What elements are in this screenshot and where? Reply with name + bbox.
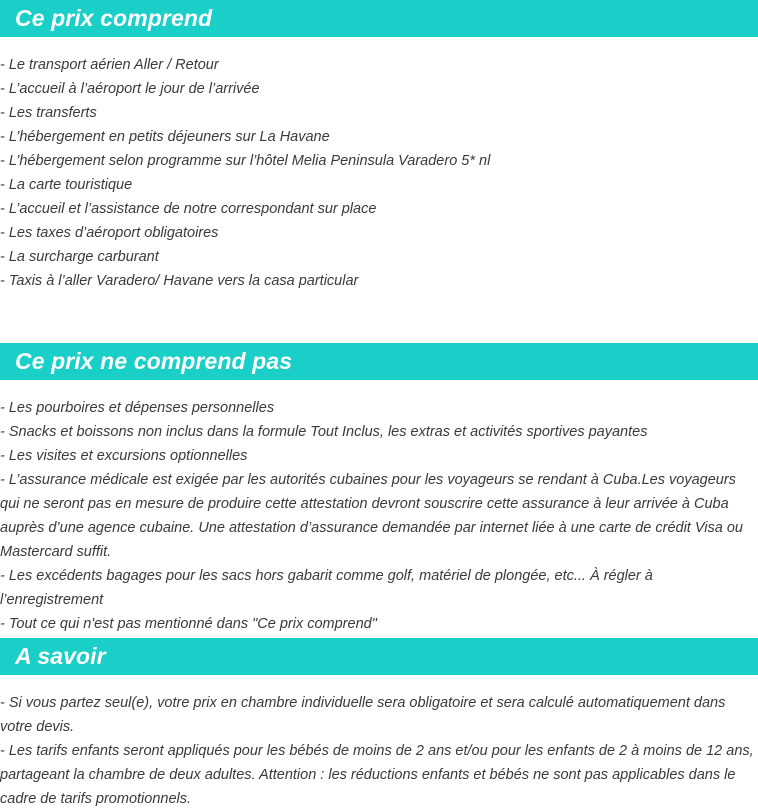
list-item: - Taxis à l’aller Varadero/ Havane vers la casa particular (0, 273, 359, 289)
section-title: Ce prix ne comprend pas (15, 348, 293, 374)
list-item: - Les visites et excursions optionnelles (0, 448, 248, 464)
list-item: - Les excédents bagages pour les sacs hors gabarit comme golf, matériel de plongée, etc... À régler à l’enregistrement (0, 568, 653, 608)
list-item: - L’hébergement selon programme sur l’hôtel Melia Peninsula Varadero 5* nl (0, 153, 491, 169)
section-good-to-know (0, 638, 758, 811)
list-item: - Snacks et boissons non inclus dans la formule Tout Inclus, les extras et activités sportives payantes (0, 424, 648, 440)
list-item: - Les taxes d’aéroport obligatoires (0, 225, 219, 241)
section-title: A savoir (15, 643, 106, 669)
section-banner (0, 638, 758, 675)
list-item: - Si vous partez seul(e), votre prix en chambre individuelle sera obligatoire et sera calculé automatiquement dans votre devis. (0, 695, 726, 735)
list-item: - La carte touristique (0, 177, 133, 193)
list-item: - Les pourboires et dépenses personnelles (0, 400, 275, 416)
section-banner (0, 343, 758, 380)
list-item: - L’hébergement en petits déjeuners sur La Havane (0, 129, 330, 145)
excludes-list (0, 396, 758, 636)
list-item: - L’accueil à l’aéroport le jour de l’arrivée (0, 81, 260, 97)
list-item: - La surcharge carburant (0, 249, 159, 265)
list-item: - Le transport aérien Aller / Retour (0, 57, 219, 73)
info-list (0, 691, 758, 811)
section-price-excludes (0, 343, 758, 636)
list-item: - L’accueil et l’assistance de notre correspondant sur place (0, 201, 377, 217)
includes-list (0, 53, 758, 293)
list-item: - Tout ce qui n'est pas mentionné dans "Ce prix comprend" (0, 616, 377, 632)
section-title: Ce prix comprend (15, 5, 213, 31)
list-item: - Les transferts (0, 105, 97, 121)
section-banner (0, 0, 758, 37)
section-price-includes (0, 0, 758, 293)
list-item: - Les tarifs enfants seront appliqués pour les bébés de moins de 2 ans et/ou pour les enfants de 2 à moins de 12 ans, partageant la chambre de deux adultes. Attention : les réductions enfants et bébés ne sont pas applicables dans le cadre de tarifs promotionnels. (0, 743, 754, 807)
list-item: - L’assurance médicale est exigée par les autorités cubaines pour les voyageurs se rendant à Cuba.Les voyageurs qui ne seront pas en mesure de produire cette attestation devront souscrire cette assurance à leur arrivée à Cuba auprès d’une agence cubaine. Une attestation d’assurance demandée par internet liée à une carte de crédit Visa ou Mastercard suffit. (0, 472, 743, 560)
